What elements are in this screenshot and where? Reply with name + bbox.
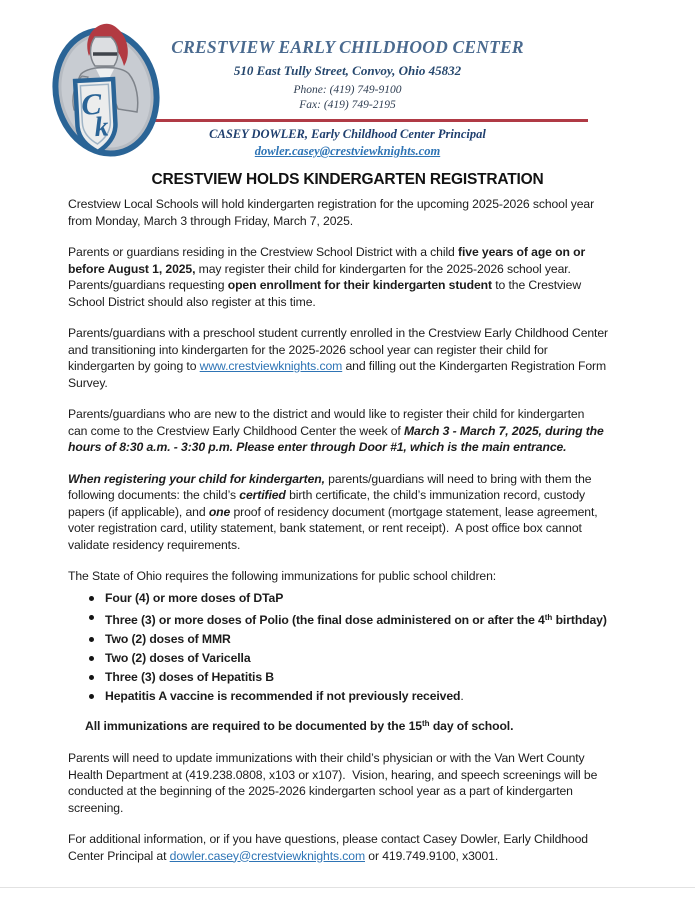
paragraph	[85, 716, 653, 735]
text-line: Parents/guardians requesting open enrollment for their kindergarten student to the Crestview	[68, 278, 582, 292]
paragraph	[68, 831, 653, 864]
paragraph	[68, 750, 653, 816]
paragraph	[68, 471, 653, 554]
text-line: kindergarten by going to www.crestviewknights.com and filling out the Kindergarten Registration Form	[68, 359, 607, 373]
text-line: Crestview Local Schools will hold kindergarten registration for the upcoming 2025-2026 school year	[68, 197, 595, 211]
knight-helmet	[91, 37, 118, 66]
bullet-item: Two (2) doses of MMR	[68, 630, 653, 649]
text-line: When registering your child for kindergarten, parents/guardians will need to bring with them the	[68, 471, 592, 486]
text-line: screening.	[68, 800, 124, 815]
bullet-dot-icon	[89, 637, 94, 642]
text-line: For additional information, or if you have questions, please contact Casey Dowler, Early Childhood	[68, 832, 588, 846]
text-line: The State of Ohio requires the following immunizations for public school children:	[68, 569, 497, 583]
text-line: Parents or guardians residing in the Crestview School District with a child five years of age on or	[68, 245, 586, 259]
bullet-item: Two (2) doses of Varicella	[68, 649, 653, 668]
bullet-dot-icon	[89, 596, 94, 601]
school-fax: Fax: (419) 749-2195	[299, 99, 396, 111]
bullet-list	[68, 589, 653, 706]
text-line: Parents/guardians who are new to the district and would like to register their child for kindergarten	[68, 407, 585, 421]
bullet-dot-icon	[89, 694, 94, 699]
bullet-item: Hepatitis A vaccine is recommended if not previously received.	[68, 687, 653, 706]
text-line: Survey.	[68, 375, 108, 390]
body-link[interactable]: www.crestviewknights.com	[199, 359, 343, 373]
paragraph	[68, 325, 653, 391]
paragraph	[68, 196, 653, 229]
school-phone: Phone: (419) 749-9100	[293, 84, 402, 96]
paragraph	[68, 244, 653, 310]
text-line: Parents will need to update immunizations with their child’s physician or with the Van Wert County	[68, 751, 585, 765]
principal-email-link[interactable]: dowler.casey@crestviewknights.com	[254, 144, 441, 158]
document-title: CRESTVIEW HOLDS KINDERGARTEN REGISTRATION	[151, 171, 544, 188]
document-body	[68, 196, 653, 879]
text-line: before August 1, 2025, may register their child for kindergarten for the 2025-2026 school year.	[68, 261, 571, 276]
school-logo-knight-icon	[44, 12, 176, 174]
text-line: Parents/guardians with a preschool student currently enrolled in the Crestview Early Childhood Center	[68, 326, 608, 340]
paragraph	[68, 406, 653, 456]
bullet-item: Four (4) or more doses of DTaP	[68, 589, 653, 608]
school-address: 510 East Tully Street, Convoy, Ohio 45832	[233, 63, 462, 78]
text-line: Health Department at (419.238.0808, x103 or x107). Vision, hearing, and speech screenings will be	[68, 767, 598, 782]
text-line: can come to the Crestview Early Childhood Center the week of March 3 - March 7, 2025, during the	[68, 423, 604, 438]
text-line: All immunizations are required to be documented by the 15th day of school.	[85, 718, 514, 733]
text-line: and transitioning into kindergarten for the 2025-2026 school year can register their child for	[68, 342, 548, 357]
scan-artifact-line	[0, 887, 695, 888]
text-line: voter registration card, utility statement, bank statement, or rent receipt). A post office box cannot	[68, 521, 582, 535]
text-line: School District should also register at this time.	[68, 294, 316, 309]
bullet-dot-icon	[89, 675, 94, 680]
bullet-dot-icon	[89, 656, 94, 661]
shield-letter-c: C	[80, 87, 103, 122]
shield-letter-k: k	[93, 111, 110, 144]
text-line: Center Principal at dowler.casey@crestviewknights.com or 419.749.9100, x3001.	[68, 848, 499, 863]
text-line: hours of 8:30 a.m. - 3:30 p.m. Please enter through Door #1, which is the main entrance.	[68, 440, 567, 454]
body-link[interactable]: dowler.casey@crestviewknights.com	[169, 848, 365, 863]
bullet-dot-icon	[89, 615, 94, 620]
bullet-item: Three (3) doses of Hepatitis B	[68, 668, 653, 687]
paragraph	[68, 568, 653, 585]
text-line: papers (if applicable), and one proof of residency document (mortgage statement, lease agreement,	[68, 504, 598, 519]
text-line: validate residency requirements.	[68, 537, 241, 552]
principal-line: CASEY DOWLER, Early Childhood Center Principal	[209, 127, 486, 141]
text-line: from Monday, March 3 through Friday, March 7, 2025.	[68, 213, 354, 228]
school-name: CRESTVIEW EARLY CHILDHOOD CENTER	[171, 37, 524, 57]
text-line: following documents: the child’s certified birth certificate, the child’s immunization record, custody	[68, 488, 586, 502]
text-line: conducted at the beginning of the 2025-2026 kindergarten school year as a part of kindergarten	[68, 784, 573, 798]
bullet-item: Three (3) or more doses of Polio (the final dose administered on or after the 4th birthday)	[68, 608, 653, 630]
